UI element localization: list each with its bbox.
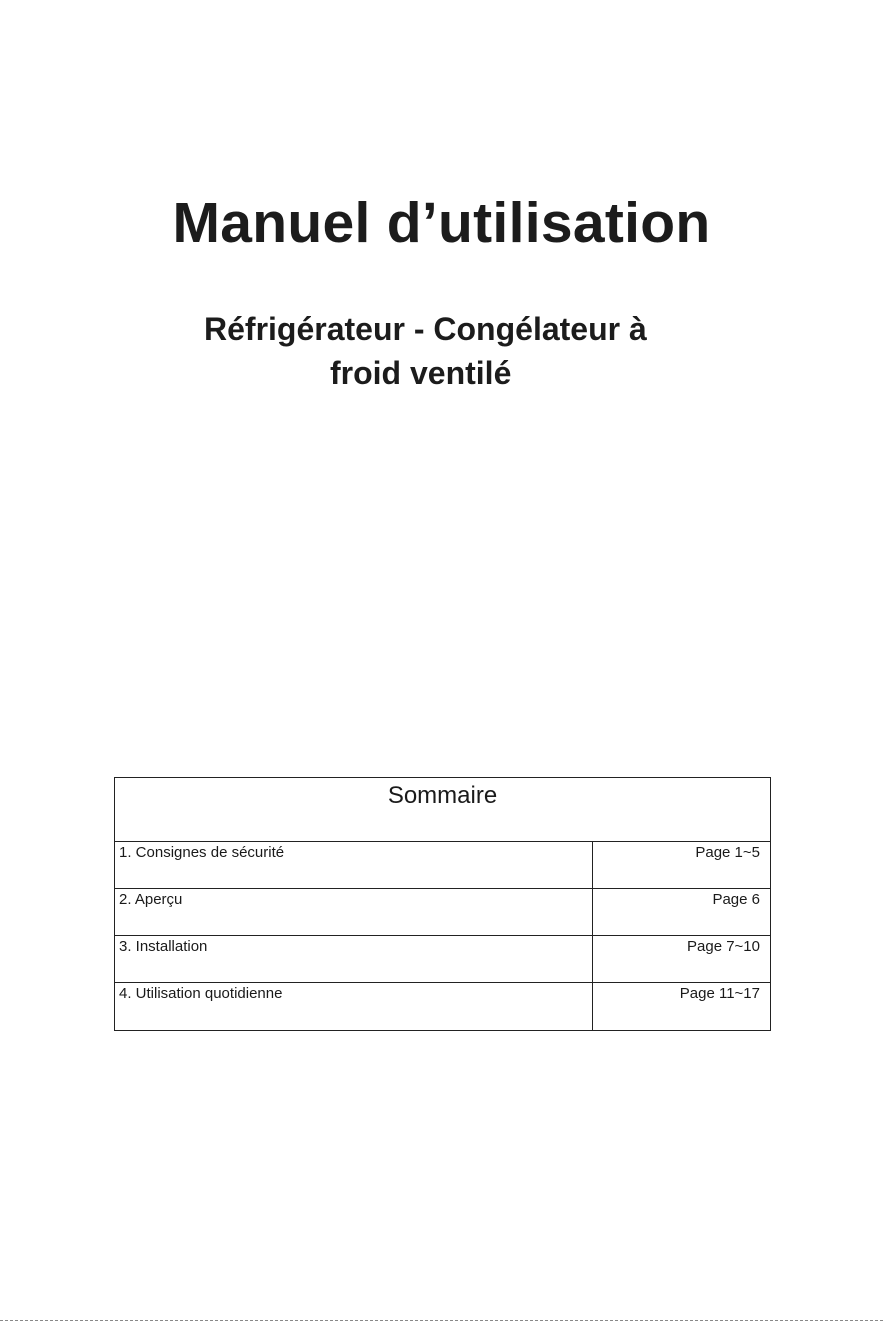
toc-row — [115, 842, 770, 889]
toc-heading: Sommaire — [387, 782, 498, 809]
toc-row — [115, 889, 770, 936]
table-of-contents — [114, 777, 771, 1031]
toc-row-page: Page 6 — [712, 891, 760, 908]
toc-row — [115, 983, 770, 1030]
subtitle-line-2: froid ventilé — [330, 355, 512, 391]
toc-row-page: Page 11~17 — [679, 985, 760, 1002]
toc-header — [115, 778, 770, 842]
page-bottom-rule — [0, 1320, 883, 1321]
subtitle-line-1: Réfrigérateur - Congélateur à — [204, 311, 647, 347]
document-title: Manuel d’utilisation — [172, 191, 711, 255]
toc-row — [115, 936, 770, 983]
toc-row-page: Page 1~5 — [695, 844, 760, 861]
toc-row-label: 1. Consignes de sécurité — [115, 842, 593, 888]
toc-row-label: 3. Installation — [115, 936, 593, 982]
toc-row-label: 2. Aperçu — [115, 889, 593, 935]
toc-row-label: 4. Utilisation quotidienne — [115, 983, 593, 1030]
toc-row-page: Page 7~10 — [687, 938, 760, 955]
